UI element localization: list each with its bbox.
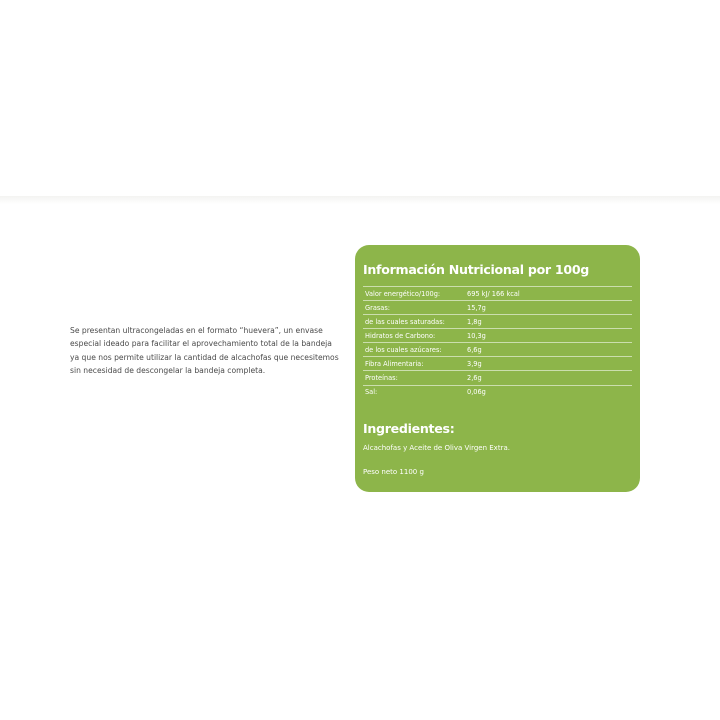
nutrition-card (355, 245, 640, 492)
nutrient-value: 2,6g (465, 371, 632, 385)
nutrient-value: 3,9g (465, 357, 632, 371)
table-row (363, 357, 632, 371)
nutrition-table (363, 286, 632, 399)
net-weight: Peso neto 1100 g (363, 467, 424, 476)
product-description: Se presentan ultracongeladas en el formato “huevera”, un envase especial ideado para facilitar el aprovechamiento total de la bandeja ya que nos permite utilizar la cantidad de alcachofas que necesitemos sin necesidad de descongelar la bandeja completa. (70, 326, 339, 376)
table-row (363, 287, 632, 301)
section-divider (0, 196, 720, 204)
table-row (363, 343, 632, 357)
table-row (363, 385, 632, 399)
nutrient-value: 0,06g (467, 388, 486, 397)
ingredients-text: Alcachofas y Aceite de Oliva Virgen Extra. (363, 443, 510, 452)
header-band (0, 0, 720, 196)
nutrient-label: Proteínas: (363, 371, 465, 385)
table-row (363, 301, 632, 315)
table-row (363, 371, 632, 385)
nutrient-value: 15,7g (465, 301, 632, 315)
table-row (363, 329, 632, 343)
nutrient-label: de las cuales saturadas: (363, 315, 465, 329)
nutrient-label: Valor energético/100g: (363, 287, 465, 301)
nutrient-value: 1,8g (465, 315, 632, 329)
table-row (363, 315, 632, 329)
ingredients-title: Ingredientes: (363, 420, 455, 436)
nutrient-value: 6,6g (465, 343, 632, 357)
nutrient-label: Fibra Alimentaria: (363, 357, 465, 371)
nutrient-label: Sal: (365, 388, 378, 397)
nutrient-label: Grasas: (363, 301, 465, 315)
nutrient-label: Hidratos de Carbono: (363, 329, 465, 343)
nutrient-value: 695 kJ/ 166 kcal (465, 287, 632, 301)
nutrient-value: 10,3g (465, 329, 632, 343)
nutrition-title: Información Nutricional por 100g (363, 262, 590, 277)
nutrient-label: de los cuales azúcares: (363, 343, 465, 357)
